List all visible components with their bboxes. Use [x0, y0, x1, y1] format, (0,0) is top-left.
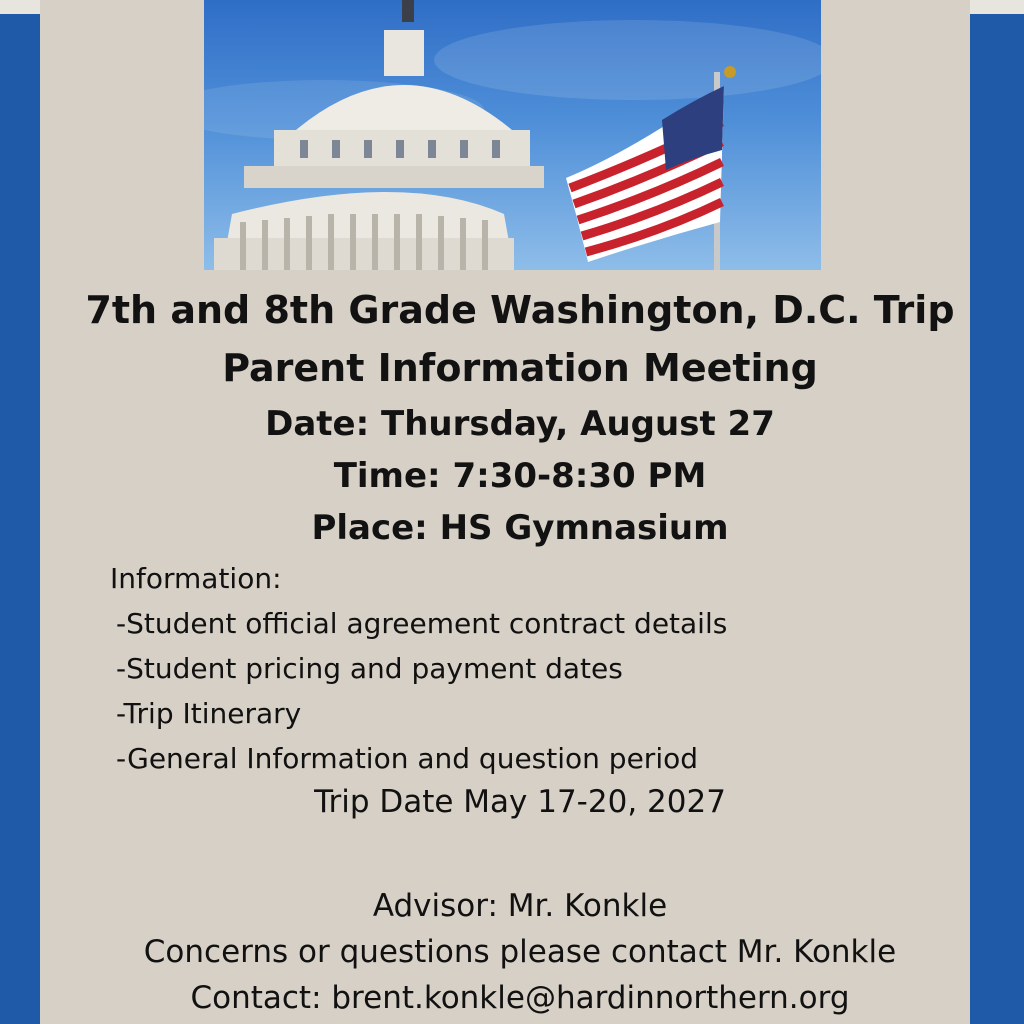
contact-email: Contact: brent.konkle@hardinnorthern.org [190, 980, 850, 1016]
information-label: Information: [110, 562, 282, 595]
top-right-strip [970, 0, 1024, 14]
list-item: -Student pricing and payment dates [116, 652, 623, 685]
capitol-dome-and-us-flag-icon [204, 0, 821, 270]
capitol-flag-photo [204, 0, 821, 270]
trip-date: Trip Date May 17-20, 2027 [314, 784, 726, 820]
meeting-subtitle: Parent Information Meeting [222, 346, 818, 390]
list-item: -Trip Itinerary [116, 697, 302, 730]
concerns-note: Concerns or questions please contact Mr. Konkle [143, 934, 897, 970]
meeting-date: Date: Thursday, August 27 [265, 404, 775, 444]
information-list [116, 604, 727, 784]
left-blue-border [0, 14, 40, 1024]
list-item: -General Information and question period [116, 742, 698, 775]
trip-title: 7th and 8th Grade Washington, D.C. Trip [85, 288, 955, 332]
advisor: Advisor: Mr. Konkle [372, 888, 668, 924]
meeting-time: Time: 7:30-8:30 PM [333, 456, 707, 496]
meeting-place: Place: HS Gymnasium [311, 508, 729, 548]
top-left-strip [0, 0, 40, 14]
list-item: -Student official agreement contract details [116, 607, 728, 640]
